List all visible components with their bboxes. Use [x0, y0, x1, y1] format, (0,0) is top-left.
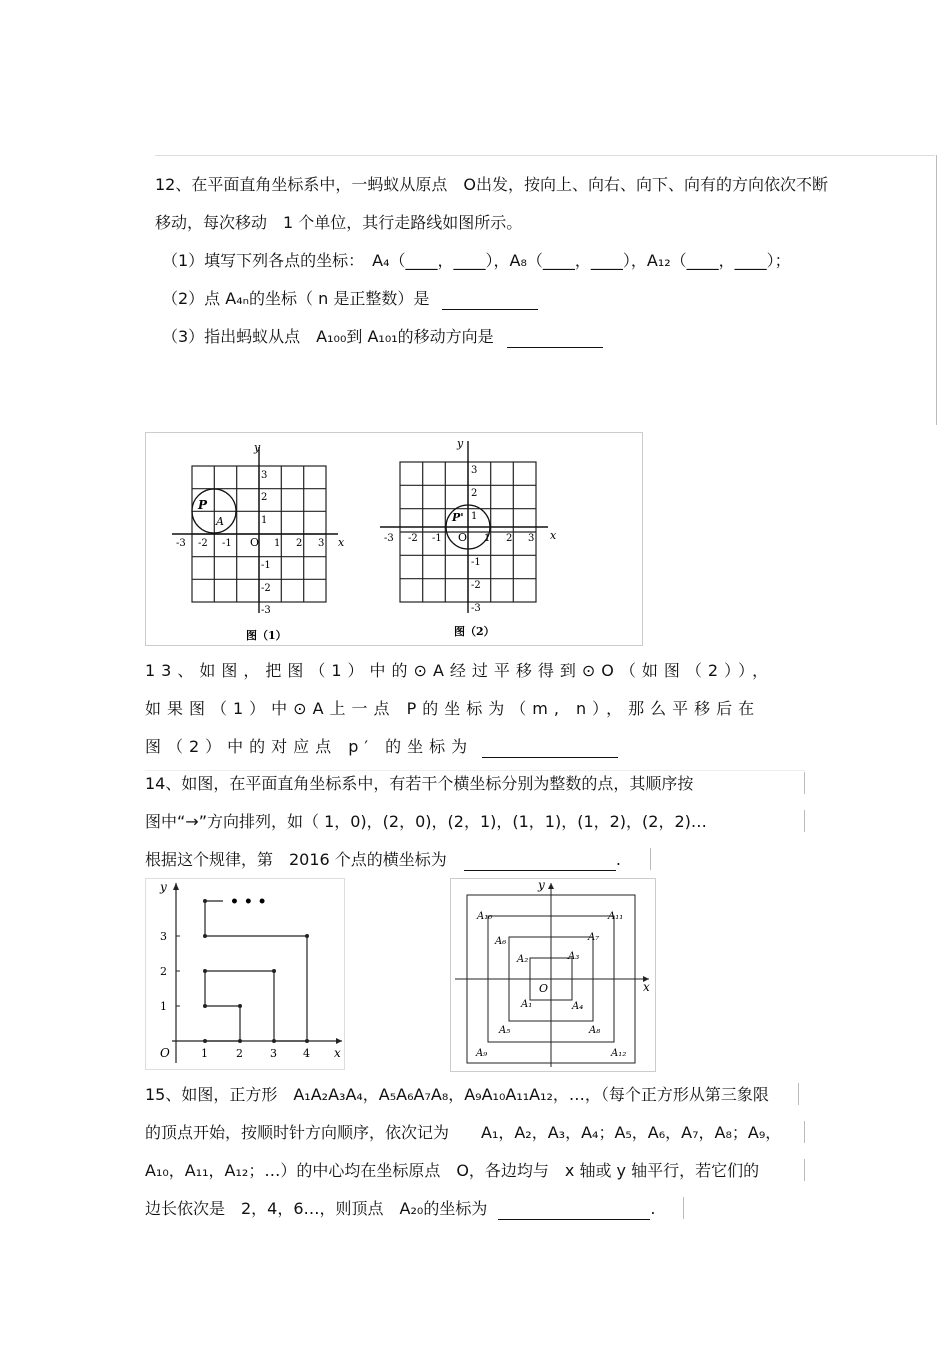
fig14-origin: O	[160, 1046, 170, 1060]
fig15-axis-y: y	[538, 879, 545, 892]
graph2-point-p: P'	[452, 511, 464, 524]
fig15-label-a2: A₂	[517, 954, 529, 965]
q15-line4-end: .	[650, 1199, 656, 1218]
graph2-ytick: -1	[471, 557, 481, 568]
graph1-xtick: -3	[176, 538, 186, 549]
fig14-y-arrow	[173, 883, 179, 890]
q15-frame-right-1	[798, 1083, 799, 1105]
fig15-label-a5: A₅	[499, 1025, 511, 1036]
graph1-ytick: -3	[261, 605, 271, 616]
graph1-ytick: 3	[261, 470, 268, 481]
graph2-xtick: 1	[484, 533, 491, 544]
fig14-xtick: 4	[303, 1047, 310, 1060]
q14-line3-text: 根据这个规律，第 2016 个点的横坐标为	[145, 850, 447, 869]
q13-answer-blank[interactable]	[482, 737, 618, 758]
graph1-ytick: -1	[261, 560, 271, 571]
fig14-xtick: 3	[270, 1047, 277, 1060]
fig15-label-a11: A₁₁	[608, 911, 624, 922]
graph1-point-a: A	[216, 515, 224, 528]
fig14-path	[205, 901, 307, 1041]
q12-line4	[162, 289, 538, 310]
graph1-ytick: 2	[261, 492, 268, 503]
graph1-caption: 图（1）	[246, 629, 287, 642]
graph1-axis-y: y	[254, 441, 261, 454]
fig14-ytick: 3	[160, 930, 167, 943]
q15-line4-text: 边长依次是 2，4，6…，则顶点 A₂₀的坐标为	[145, 1199, 488, 1218]
fig15-label-a8: A₈	[589, 1025, 601, 1036]
fig14-xtick: 2	[236, 1047, 243, 1060]
q14-answer-blank[interactable]	[464, 850, 616, 871]
q14-frame-right-2	[804, 810, 805, 832]
graph2-ytick: 1	[471, 511, 478, 522]
figure-14	[145, 878, 345, 1070]
q12-line2: 移动，每次移动 1 个单位，其行走路线如图所示。	[155, 213, 523, 232]
q12-line1: 12、在平面直角坐标系中，一蚂蚁从原点 O出发，按向上、向右、向下、向有的方向依次不断	[155, 175, 828, 194]
q12-line3: （1）填写下列各点的坐标： A₄（____，____），A₈（____，____），A₁₂（____，____）；	[162, 251, 791, 270]
fig14-xtick: 1	[201, 1047, 208, 1060]
fig14-ticks	[176, 936, 180, 1006]
q13-line1: 13、如图，把图（1）中的⊙A经过平移得到⊙O（如图（2）），	[145, 661, 775, 680]
q15-line2: 的顶点开始，按顺时针方向顺序，依次记为 A₁，A₂，A₃，A₄；A₅，A₆，A₇，A₈；A₉，	[145, 1123, 782, 1142]
q15-frame-right-4	[683, 1197, 684, 1219]
q12-line5-text: （3）指出蚂蚁从点 A₁₀₀到 A₁₀₁的移动方向是	[162, 327, 494, 346]
graph2-axes	[380, 441, 548, 613]
fig14-axis-x: x	[334, 1046, 341, 1060]
graph2-ytick: -3	[471, 603, 481, 614]
fig15-label-a3: A₃	[568, 951, 580, 962]
graph2-ytick: -2	[471, 580, 481, 591]
fig15-axis-x: x	[643, 980, 650, 994]
q12-frame-right	[936, 155, 937, 425]
q14-line3	[145, 850, 621, 871]
graph1-xtick: 1	[274, 538, 281, 549]
graph2-xtick: -3	[384, 533, 394, 544]
q12-answer-blank-1[interactable]	[442, 289, 538, 310]
figure-15-svg	[451, 879, 655, 1071]
graph1-point-p: P	[198, 498, 208, 512]
fig15-label-a9: A₉	[476, 1048, 488, 1059]
graph1-xtick: -2	[198, 538, 208, 549]
q12-line4-text: （2）点 A₄ₙ的坐标（ n 是正整数）是	[162, 289, 430, 308]
q14-line3-end: .	[615, 850, 621, 869]
figure-13-svg	[146, 433, 642, 645]
q14-band-top	[145, 770, 805, 771]
graph1-ytick: 1	[261, 515, 268, 526]
fig15-label-a12: A₁₂	[611, 1048, 627, 1059]
fig15-label-a4: A₄	[572, 1001, 584, 1012]
figure-14-svg	[146, 879, 344, 1069]
graph2-xtick: 2	[506, 533, 513, 544]
q13-line3	[145, 737, 618, 758]
fig14-ytick: 1	[160, 1000, 167, 1013]
q15-line4	[145, 1199, 656, 1220]
fig15-y-arrow	[548, 883, 554, 889]
q13-line2: 如果图（1）中⊙A上一点 P的坐标为（m, n），那么平移后在	[145, 699, 761, 718]
graph2-xtick: -2	[408, 533, 418, 544]
graph2-xtick: -1	[432, 533, 442, 544]
q15-line1: 15、如图，正方形 A₁A₂A₃A₄，A₅A₆A₇A₈，A₉A₁₀A₁₁A₁₂，…，（每个正方形从第三象限	[145, 1085, 769, 1104]
fig14-ytick: 2	[160, 965, 167, 978]
graph1-axis-x: x	[338, 536, 345, 549]
q12-frame-top	[155, 155, 935, 156]
graph1-xtick: 2	[296, 538, 303, 549]
graph2-xtick: 3	[528, 533, 535, 544]
figure-13	[145, 432, 643, 646]
graph1-xtick: 3	[318, 538, 325, 549]
q13-line3-text: 图（2）中的对应点 p′ 的坐标为	[145, 737, 474, 756]
figure-15	[450, 878, 656, 1072]
graph2-ytick: 3	[471, 465, 478, 476]
q15-line3: A₁₀，A₁₁，A₁₂；…）的中心均在坐标原点 O，各边均与 x 轴或 y 轴平行，若它们的	[145, 1161, 760, 1180]
q15-frame-right-2	[804, 1121, 805, 1143]
q14-frame-right-1	[804, 772, 805, 794]
graph1-origin: O	[250, 536, 260, 549]
fig15-label-a1: A₁	[521, 999, 533, 1010]
graph1-axes	[172, 447, 338, 613]
fig14-axis-y: y	[160, 880, 167, 894]
graph1-ytick: -2	[261, 583, 271, 594]
graph2-axis-x: x	[550, 529, 557, 542]
q12-answer-blank-2[interactable]	[507, 327, 603, 348]
fig14-x-arrow	[336, 1038, 342, 1044]
fig15-label-a10: A₁₀	[477, 911, 493, 922]
fig15-label-a6: A₆	[495, 936, 507, 947]
fig15-label-a7: A₇	[588, 932, 600, 943]
graph2-ytick: 2	[471, 488, 478, 499]
q15-frame-right-3	[804, 1159, 805, 1181]
graph2-caption: 图（2）	[454, 625, 495, 638]
graph2-axis-y: y	[457, 437, 464, 450]
q14-line2: 图中“→”方向排列，如（ 1，0)，(2，0)，(2，1)，(1，1)，(1，2)，(2，2)…	[145, 812, 707, 831]
q14-line1: 14、如图，在平面直角坐标系中，有若干个横坐标分别为整数的点，其顺序按	[145, 774, 694, 793]
q12-line5	[162, 327, 603, 348]
q15-answer-blank[interactable]	[498, 1199, 650, 1220]
graph2-origin: O	[458, 531, 468, 544]
graph1-xtick: -1	[222, 538, 232, 549]
fig14-dots: • • •	[230, 894, 267, 910]
fig14-axes	[172, 883, 342, 1063]
fig15-origin: O	[539, 982, 549, 995]
q14-frame-right-3	[650, 848, 651, 870]
